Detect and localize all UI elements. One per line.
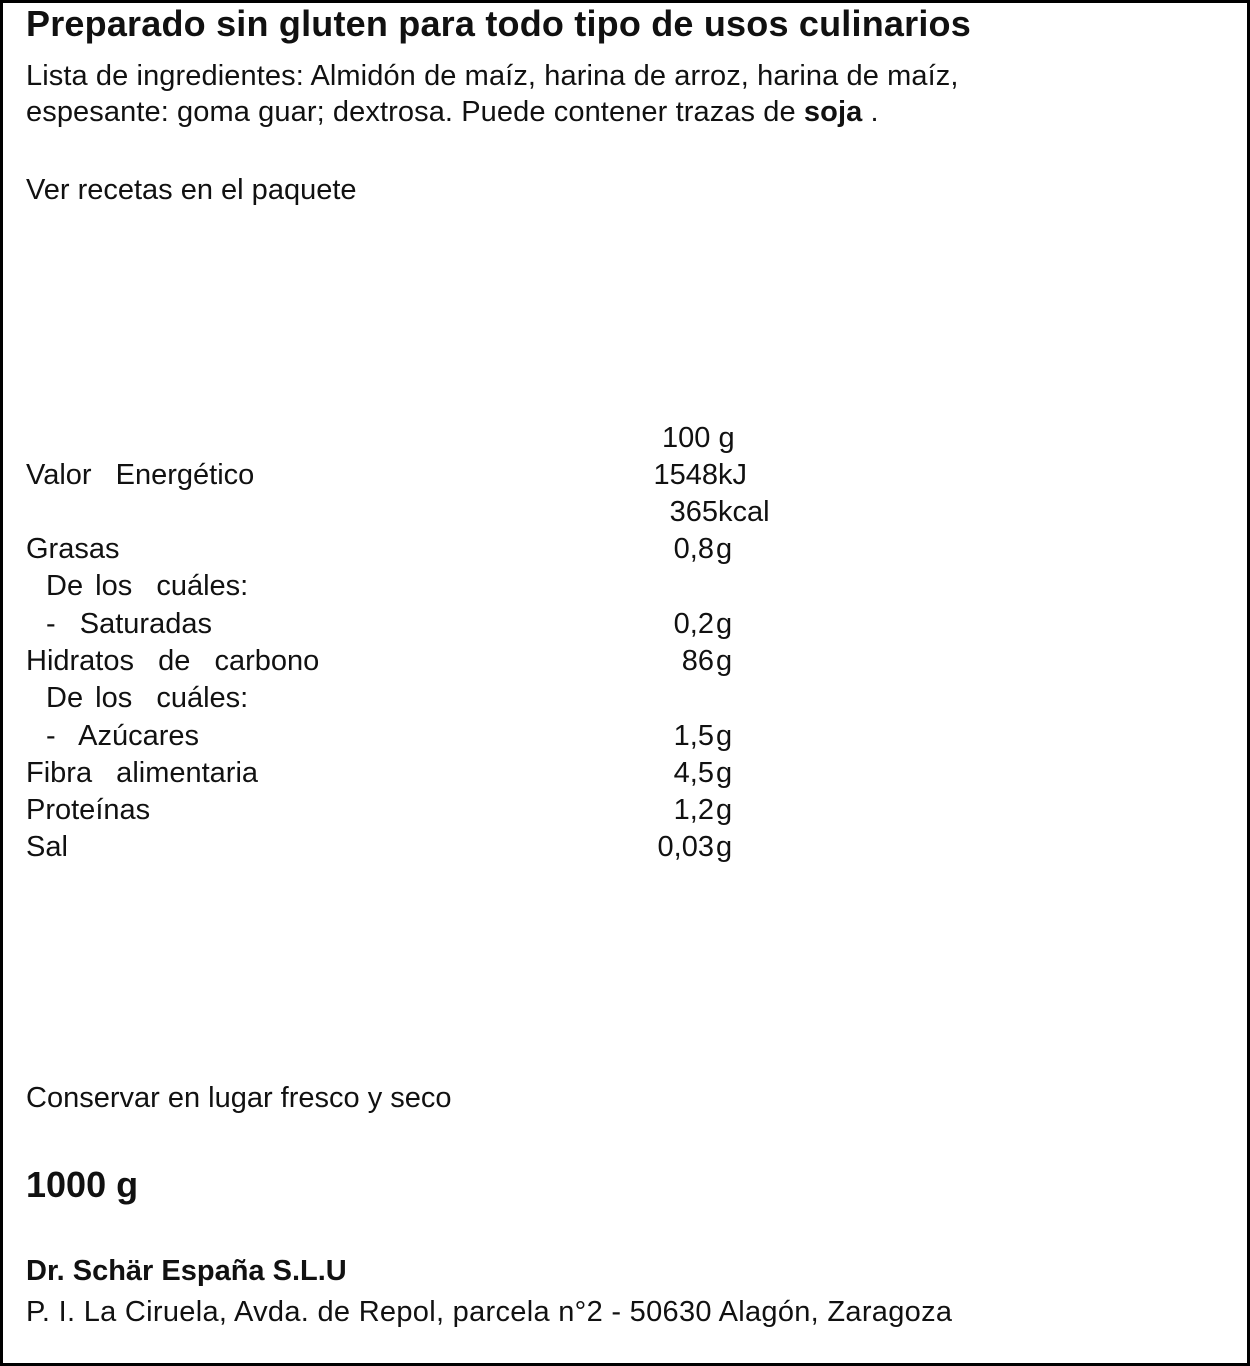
nutrition-label: De los cuáles: — [46, 570, 249, 602]
nutrition-unit: g — [716, 533, 733, 565]
nutrition-label: Valor Energético — [26, 459, 255, 491]
nutrition-label: Hidratos de carbono — [26, 645, 320, 677]
nutrition-value: 1,5 — [673, 720, 714, 752]
nutrition-value: 365 — [669, 496, 718, 528]
ingredients-line-2-text: espesante: goma guar; dextrosa. Puede contener trazas de — [26, 96, 804, 128]
ingredients-line-2-end: . — [862, 96, 879, 128]
nutrition-row-fibre — [0, 757, 1250, 793]
allergen-soja: soja — [803, 96, 863, 128]
nutrition-value: 1,2 — [673, 794, 714, 826]
nutrition-label: Sal — [26, 831, 68, 863]
nutrition-value: 0,03 — [657, 831, 714, 863]
nutrition-row-protein — [0, 794, 1250, 830]
company-name: Dr. Schär España S.L.U — [26, 1255, 347, 1287]
nutrition-value: 4,5 — [673, 757, 714, 789]
nutrition-per-header: 100 g — [662, 422, 735, 454]
nutrition-row-sugars — [0, 720, 1250, 756]
nutrition-row-energy-kj — [0, 459, 1250, 495]
nutrition-unit: g — [716, 645, 733, 677]
nutrition-label: Grasas — [26, 533, 120, 565]
nutrition-unit: g — [716, 757, 733, 789]
nutrition-value: 0,8 — [673, 533, 714, 565]
nutrition-value: 0,2 — [673, 608, 714, 640]
nutrition-row-carbohydrates — [0, 645, 1250, 681]
ingredients-line-2 — [26, 94, 1206, 130]
net-weight: 1000 g — [26, 1164, 139, 1205]
recipes-note: Ver recetas en el paquete — [26, 174, 357, 206]
nutrition-row-of-which — [0, 682, 1250, 718]
nutrition-unit: g — [716, 831, 733, 863]
nutrition-label: - Saturadas — [46, 608, 212, 640]
nutrition-row-fat — [0, 533, 1250, 569]
product-title: Preparado sin gluten para todo tipo de usos culinarios — [26, 3, 971, 44]
nutrition-unit: g — [716, 720, 733, 752]
storage-instructions: Conservar en lugar fresco y seco — [26, 1082, 452, 1114]
nutrition-label: De los cuáles: — [46, 682, 249, 714]
ingredients-line-1: Lista de ingredientes: Almidón de maíz, harina de arroz, harina de maíz, — [26, 60, 959, 92]
nutrition-label: - Azúcares — [46, 720, 200, 752]
nutrition-label: Fibra alimentaria — [26, 757, 259, 789]
nutrition-unit: kcal — [718, 496, 770, 528]
nutrition-value: 86 — [681, 645, 714, 677]
nutrition-label: Proteínas — [26, 794, 151, 826]
ingredients-list — [26, 58, 1206, 130]
nutrition-value: 1548 — [653, 459, 718, 491]
nutrition-row-saturated — [0, 608, 1250, 644]
nutrition-row-energy-kcal — [0, 496, 1250, 532]
nutrition-row-salt — [0, 831, 1250, 867]
nutrition-unit: g — [716, 608, 733, 640]
nutrition-row-of-which — [0, 570, 1250, 606]
company-address: P. I. La Ciruela, Avda. de Repol, parcela n°2 - 50630 Alagón, Zaragoza — [26, 1296, 953, 1328]
nutrition-unit: g — [716, 794, 733, 826]
nutrition-unit: kJ — [718, 459, 747, 491]
